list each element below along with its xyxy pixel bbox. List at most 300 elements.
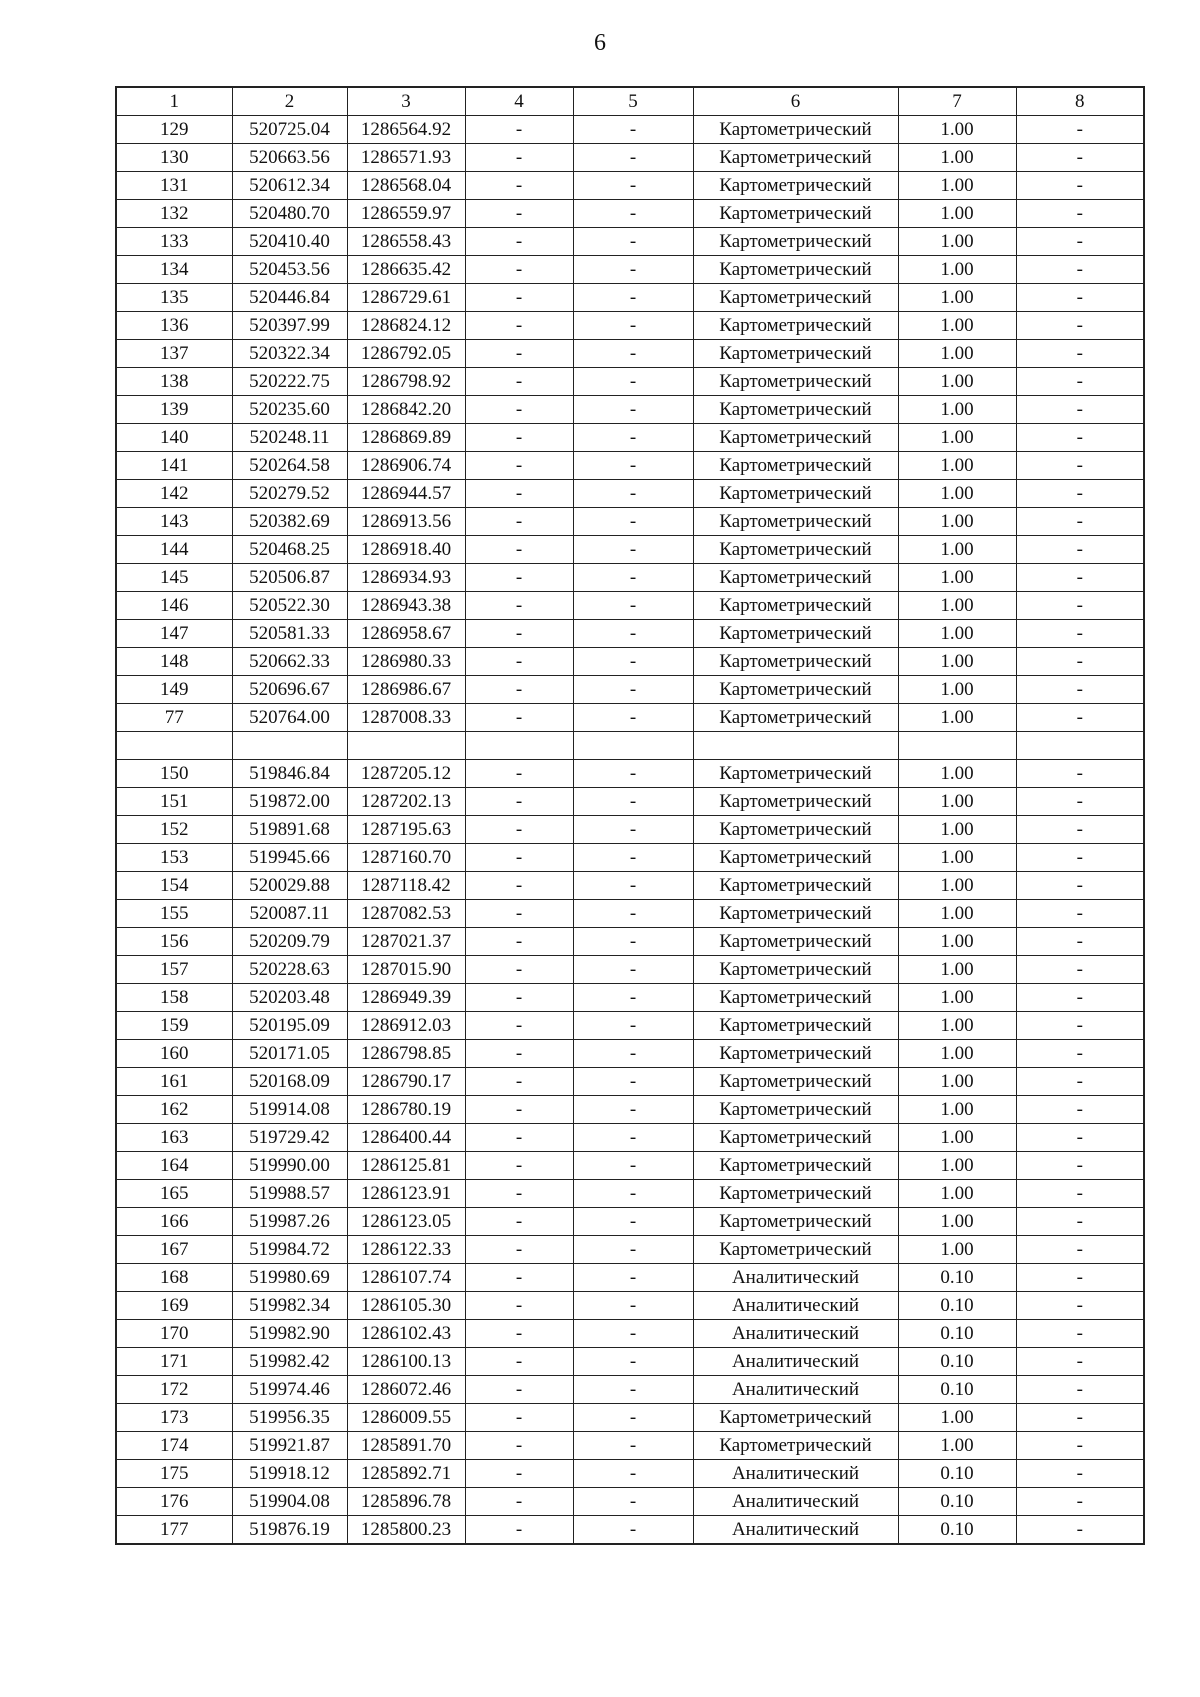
cell-col-5: - — [573, 172, 693, 200]
cell-coord-y: 1286559.97 — [347, 200, 465, 228]
cell-col-8: - — [1016, 900, 1144, 928]
cell-coord-x: 519990.00 — [232, 1152, 347, 1180]
cell-coord-y: 1286913.56 — [347, 508, 465, 536]
cell-col-8: - — [1016, 452, 1144, 480]
cell-coord-y: 1287195.63 — [347, 816, 465, 844]
cell-accuracy: 1.00 — [898, 1180, 1016, 1208]
cell-col-4: - — [465, 564, 573, 592]
table-row — [116, 788, 1144, 816]
cell-coord-y: 1286780.19 — [347, 1096, 465, 1124]
cell-point-number: 145 — [116, 564, 232, 592]
cell-coord-y: 1286958.67 — [347, 620, 465, 648]
cell-point-number: 160 — [116, 1040, 232, 1068]
cell-coord-x: 519980.69 — [232, 1264, 347, 1292]
cell-coord-y: 1286123.91 — [347, 1180, 465, 1208]
cell-col-4: - — [465, 1208, 573, 1236]
cell-col-4: - — [465, 200, 573, 228]
cell-accuracy: 1.00 — [898, 564, 1016, 592]
cell-point-number: 140 — [116, 424, 232, 452]
cell-method: Картометрический — [693, 340, 898, 368]
table-row — [116, 368, 1144, 396]
cell-col-4: - — [465, 1376, 573, 1404]
cell-method: Картометрический — [693, 144, 898, 172]
cell-coord-x: 519872.00 — [232, 788, 347, 816]
cell-col-4: - — [465, 1180, 573, 1208]
cell-coord-x: 520506.87 — [232, 564, 347, 592]
cell-coord-x: 520764.00 — [232, 704, 347, 732]
cell-col-4: - — [465, 760, 573, 788]
cell-method: Картометрический — [693, 200, 898, 228]
cell-coord-x: 520264.58 — [232, 452, 347, 480]
cell-col-8: - — [1016, 844, 1144, 872]
cell-point-number: 170 — [116, 1320, 232, 1348]
cell-point-number: 143 — [116, 508, 232, 536]
cell-method: Картометрический — [693, 816, 898, 844]
table-row — [116, 480, 1144, 508]
cell-coord-x: 520410.40 — [232, 228, 347, 256]
cell-point-number: 132 — [116, 200, 232, 228]
cell-point-number: 154 — [116, 872, 232, 900]
cell-point-number: 153 — [116, 844, 232, 872]
cell-col-8: - — [1016, 1516, 1144, 1545]
cell-col-4: - — [465, 396, 573, 424]
cell-point-number: 164 — [116, 1152, 232, 1180]
cell-accuracy: 1.00 — [898, 452, 1016, 480]
cell-accuracy: 1.00 — [898, 340, 1016, 368]
cell-point-number: 147 — [116, 620, 232, 648]
cell-col-4: - — [465, 1460, 573, 1488]
cell-point-number: 77 — [116, 704, 232, 732]
table-row-separator — [116, 732, 1144, 760]
cell-col-5: - — [573, 676, 693, 704]
cell-col-4: - — [465, 1040, 573, 1068]
coordinates-table — [115, 86, 1145, 1545]
cell-coord-x: 520087.11 — [232, 900, 347, 928]
cell-point-number: 137 — [116, 340, 232, 368]
cell-col-4: - — [465, 1012, 573, 1040]
cell-col-5: - — [573, 200, 693, 228]
cell-col-5: - — [573, 340, 693, 368]
cell-coord-y: 1286798.85 — [347, 1040, 465, 1068]
cell-col-5 — [573, 732, 693, 760]
cell-accuracy: 1.00 — [898, 312, 1016, 340]
cell-accuracy: 1.00 — [898, 928, 1016, 956]
cell-coord-y: 1285800.23 — [347, 1516, 465, 1545]
cell-accuracy: 1.00 — [898, 648, 1016, 676]
cell-coord-x: 519918.12 — [232, 1460, 347, 1488]
table-row — [116, 564, 1144, 592]
cell-col-5: - — [573, 1516, 693, 1545]
cell-col-5: - — [573, 284, 693, 312]
table-row — [116, 872, 1144, 900]
cell-col-4: - — [465, 676, 573, 704]
cell-method: Картометрический — [693, 1040, 898, 1068]
cell-method: Аналитический — [693, 1348, 898, 1376]
cell-point-number: 159 — [116, 1012, 232, 1040]
cell-method: Картометрический — [693, 1152, 898, 1180]
column-header: 7 — [898, 87, 1016, 116]
cell-accuracy: 1.00 — [898, 1040, 1016, 1068]
cell-coord-x: 519982.42 — [232, 1348, 347, 1376]
cell-coord-y: 1286558.43 — [347, 228, 465, 256]
cell-coord-y: 1286571.93 — [347, 144, 465, 172]
cell-coord-x: 519876.19 — [232, 1516, 347, 1545]
table-row — [116, 424, 1144, 452]
cell-coord-y: 1286798.92 — [347, 368, 465, 396]
cell-col-4: - — [465, 284, 573, 312]
cell-coord-y: 1286107.74 — [347, 1264, 465, 1292]
cell-coord-y: 1286986.67 — [347, 676, 465, 704]
cell-col-4: - — [465, 1488, 573, 1516]
cell-col-8: - — [1016, 1124, 1144, 1152]
cell-col-8: - — [1016, 312, 1144, 340]
cell-point-number: 144 — [116, 536, 232, 564]
cell-col-8: - — [1016, 1040, 1144, 1068]
cell-coord-y: 1286729.61 — [347, 284, 465, 312]
cell-method: Картометрический — [693, 312, 898, 340]
cell-method: Картометрический — [693, 508, 898, 536]
cell-col-5: - — [573, 1152, 693, 1180]
cell-point-number: 155 — [116, 900, 232, 928]
cell-col-8: - — [1016, 256, 1144, 284]
cell-col-8: - — [1016, 872, 1144, 900]
cell-coord-x: 519987.26 — [232, 1208, 347, 1236]
cell-col-8: - — [1016, 1404, 1144, 1432]
column-header: 1 — [116, 87, 232, 116]
cell-accuracy: 1.00 — [898, 788, 1016, 816]
cell-method: Картометрический — [693, 956, 898, 984]
table-row — [116, 1012, 1144, 1040]
table-row — [116, 1488, 1144, 1516]
cell-col-4: - — [465, 1068, 573, 1096]
cell-method: Картометрический — [693, 396, 898, 424]
cell-accuracy: 1.00 — [898, 284, 1016, 312]
table-row — [116, 648, 1144, 676]
cell-point-number: 177 — [116, 1516, 232, 1545]
table-row — [116, 760, 1144, 788]
table-row — [116, 1292, 1144, 1320]
cell-coord-y: 1286934.93 — [347, 564, 465, 592]
cell-col-5: - — [573, 536, 693, 564]
cell-coord-x: 520612.34 — [232, 172, 347, 200]
table-row — [116, 1096, 1144, 1124]
cell-col-8: - — [1016, 1460, 1144, 1488]
cell-accuracy: 1.00 — [898, 172, 1016, 200]
table-row — [116, 592, 1144, 620]
cell-accuracy: 1.00 — [898, 1152, 1016, 1180]
cell-accuracy: 1.00 — [898, 872, 1016, 900]
cell-accuracy: 1.00 — [898, 844, 1016, 872]
cell-accuracy: 1.00 — [898, 900, 1016, 928]
cell-col-5: - — [573, 1208, 693, 1236]
cell-col-4: - — [465, 424, 573, 452]
cell-point-number: 156 — [116, 928, 232, 956]
cell-accuracy: 1.00 — [898, 1236, 1016, 1264]
cell-col-5: - — [573, 396, 693, 424]
cell-col-5: - — [573, 452, 693, 480]
column-header: 5 — [573, 87, 693, 116]
cell-coord-x: 519904.08 — [232, 1488, 347, 1516]
cell-point-number: 173 — [116, 1404, 232, 1432]
cell-col-4: - — [465, 116, 573, 144]
cell-coord-y: 1286943.38 — [347, 592, 465, 620]
table-row — [116, 676, 1144, 704]
cell-point-number: 138 — [116, 368, 232, 396]
cell-accuracy: 0.10 — [898, 1264, 1016, 1292]
cell-accuracy: 1.00 — [898, 984, 1016, 1012]
cell-col-5: - — [573, 1012, 693, 1040]
cell-coord-y: 1286105.30 — [347, 1292, 465, 1320]
table-row — [116, 340, 1144, 368]
cell-method: Картометрический — [693, 1236, 898, 1264]
cell-method: Картометрический — [693, 704, 898, 732]
table-row — [116, 144, 1144, 172]
table-row — [116, 536, 1144, 564]
cell-coord-x: 520725.04 — [232, 116, 347, 144]
cell-col-8: - — [1016, 648, 1144, 676]
cell-coord-x: 520029.88 — [232, 872, 347, 900]
cell-accuracy: 1.00 — [898, 676, 1016, 704]
cell-coord-x: 520203.48 — [232, 984, 347, 1012]
cell-method: Аналитический — [693, 1460, 898, 1488]
table-row — [116, 984, 1144, 1012]
column-header: 2 — [232, 87, 347, 116]
cell-col-5: - — [573, 1236, 693, 1264]
cell-point-number: 168 — [116, 1264, 232, 1292]
cell-col-4: - — [465, 788, 573, 816]
cell-col-8: - — [1016, 704, 1144, 732]
cell-coord-y: 1287160.70 — [347, 844, 465, 872]
cell-accuracy: 1.00 — [898, 536, 1016, 564]
cell-point-number: 151 — [116, 788, 232, 816]
cell-method: Картометрический — [693, 1012, 898, 1040]
cell-point-number: 149 — [116, 676, 232, 704]
cell-coord-x: 520382.69 — [232, 508, 347, 536]
cell-coord-x: 520279.52 — [232, 480, 347, 508]
cell-point-number: 165 — [116, 1180, 232, 1208]
cell-col-5: - — [573, 788, 693, 816]
cell-accuracy: 1.00 — [898, 816, 1016, 844]
cell-accuracy: 0.10 — [898, 1320, 1016, 1348]
table-row — [116, 1348, 1144, 1376]
cell-coord-y: 1287205.12 — [347, 760, 465, 788]
cell-col-8: - — [1016, 984, 1144, 1012]
cell-point-number: 139 — [116, 396, 232, 424]
cell-method: Картометрический — [693, 900, 898, 928]
cell-coord-y: 1286125.81 — [347, 1152, 465, 1180]
cell-point-number: 161 — [116, 1068, 232, 1096]
cell-col-8: - — [1016, 172, 1144, 200]
cell-coord-x: 520195.09 — [232, 1012, 347, 1040]
cell-method: Картометрический — [693, 592, 898, 620]
cell-col-4: - — [465, 312, 573, 340]
cell-col-5: - — [573, 508, 693, 536]
cell-col-4: - — [465, 1236, 573, 1264]
cell-coord-x: 520522.30 — [232, 592, 347, 620]
cell-col-5: - — [573, 1264, 693, 1292]
cell-col-4: - — [465, 1124, 573, 1152]
cell-accuracy: 0.10 — [898, 1460, 1016, 1488]
cell-method: Картометрический — [693, 760, 898, 788]
table-row — [116, 116, 1144, 144]
cell-method: Картометрический — [693, 1432, 898, 1460]
cell-method: Аналитический — [693, 1488, 898, 1516]
cell-col-8: - — [1016, 284, 1144, 312]
table-row — [116, 1208, 1144, 1236]
cell-col-8: - — [1016, 564, 1144, 592]
cell-coord-y: 1286824.12 — [347, 312, 465, 340]
column-header: 6 — [693, 87, 898, 116]
cell-method: Картометрический — [693, 116, 898, 144]
cell-point-number: 142 — [116, 480, 232, 508]
column-header: 4 — [465, 87, 573, 116]
cell-point-number: 134 — [116, 256, 232, 284]
cell-method: Аналитический — [693, 1320, 898, 1348]
cell-method: Картометрический — [693, 1124, 898, 1152]
cell-coord-y: 1286122.33 — [347, 1236, 465, 1264]
table-row — [116, 928, 1144, 956]
cell-method: Картометрический — [693, 256, 898, 284]
cell-col-5: - — [573, 424, 693, 452]
column-header: 8 — [1016, 87, 1144, 116]
cell-col-5: - — [573, 620, 693, 648]
cell-coord-x: 519974.46 — [232, 1376, 347, 1404]
cell-col-8: - — [1016, 1236, 1144, 1264]
cell-col-5: - — [573, 1068, 693, 1096]
table-row — [116, 228, 1144, 256]
cell-col-4: - — [465, 1404, 573, 1432]
cell-coord-y: 1287008.33 — [347, 704, 465, 732]
cell-method: Аналитический — [693, 1516, 898, 1545]
cell-method: Картометрический — [693, 1180, 898, 1208]
cell-col-4: - — [465, 844, 573, 872]
cell-coord-x: 520468.25 — [232, 536, 347, 564]
cell-point-number: 157 — [116, 956, 232, 984]
cell-col-5: - — [573, 592, 693, 620]
cell-col-5: - — [573, 984, 693, 1012]
cell-col-8: - — [1016, 1264, 1144, 1292]
cell-col-4: - — [465, 480, 573, 508]
cell-accuracy: 1.00 — [898, 508, 1016, 536]
table-row — [116, 1236, 1144, 1264]
cell-col-5: - — [573, 1348, 693, 1376]
cell-col-8: - — [1016, 1152, 1144, 1180]
cell-method: Картометрический — [693, 536, 898, 564]
cell-accuracy: 1.00 — [898, 480, 1016, 508]
cell-col-5: - — [573, 760, 693, 788]
table-row — [116, 172, 1144, 200]
cell-col-4: - — [465, 1264, 573, 1292]
cell-accuracy: 1.00 — [898, 760, 1016, 788]
page-number: 6 — [594, 30, 606, 56]
cell-coord-y: 1286568.04 — [347, 172, 465, 200]
cell-point-number: 148 — [116, 648, 232, 676]
cell-coord-x: 519729.42 — [232, 1124, 347, 1152]
cell-point-number: 131 — [116, 172, 232, 200]
cell-coord-x: 520222.75 — [232, 368, 347, 396]
cell-coord-x: 520171.05 — [232, 1040, 347, 1068]
cell-coord-x: 520235.60 — [232, 396, 347, 424]
cell-col-8: - — [1016, 536, 1144, 564]
cell-method: Аналитический — [693, 1264, 898, 1292]
cell-accuracy: 1.00 — [898, 1096, 1016, 1124]
cell-accuracy: 1.00 — [898, 704, 1016, 732]
cell-coord-y: 1285896.78 — [347, 1488, 465, 1516]
cell-coord-y: 1286009.55 — [347, 1404, 465, 1432]
table-row — [116, 816, 1144, 844]
cell-col-4: - — [465, 452, 573, 480]
cell-point-number: 152 — [116, 816, 232, 844]
cell-col-5: - — [573, 1432, 693, 1460]
cell-col-4: - — [465, 928, 573, 956]
cell-col-5: - — [573, 1320, 693, 1348]
cell-accuracy: 1.00 — [898, 956, 1016, 984]
cell-col-4: - — [465, 956, 573, 984]
cell-col-4: - — [465, 592, 573, 620]
cell-accuracy: 1.00 — [898, 116, 1016, 144]
cell-col-8: - — [1016, 1096, 1144, 1124]
cell-col-5: - — [573, 872, 693, 900]
cell-col-8: - — [1016, 1068, 1144, 1096]
cell-coord-x: 519846.84 — [232, 760, 347, 788]
cell-coord-y: 1286906.74 — [347, 452, 465, 480]
cell-point-number: 158 — [116, 984, 232, 1012]
cell-method: Картометрический — [693, 648, 898, 676]
cell-coord-y: 1287021.37 — [347, 928, 465, 956]
cell-col-5: - — [573, 1404, 693, 1432]
cell-col-8: - — [1016, 144, 1144, 172]
cell-col-5: - — [573, 368, 693, 396]
cell-col-4: - — [465, 256, 573, 284]
cell-col-4: - — [465, 1432, 573, 1460]
table-row — [116, 256, 1144, 284]
cell-col-8: - — [1016, 788, 1144, 816]
cell-col-5: - — [573, 816, 693, 844]
cell-point-number: 166 — [116, 1208, 232, 1236]
cell-coord-x: 520581.33 — [232, 620, 347, 648]
cell-accuracy: 0.10 — [898, 1488, 1016, 1516]
table-row — [116, 956, 1144, 984]
cell-col-4: - — [465, 648, 573, 676]
cell-col-4: - — [465, 1292, 573, 1320]
cell-col-5: - — [573, 144, 693, 172]
table-row — [116, 1404, 1144, 1432]
cell-col-4: - — [465, 340, 573, 368]
cell-accuracy: 1.00 — [898, 368, 1016, 396]
cell-col-4: - — [465, 620, 573, 648]
cell-col-5: - — [573, 1488, 693, 1516]
cell-point-number: 163 — [116, 1124, 232, 1152]
cell-method: Картометрический — [693, 228, 898, 256]
cell-col-5: - — [573, 648, 693, 676]
cell-accuracy: 1.00 — [898, 228, 1016, 256]
cell-col-5: - — [573, 116, 693, 144]
table-row — [116, 508, 1144, 536]
cell-col-8: - — [1016, 816, 1144, 844]
cell-col-4: - — [465, 900, 573, 928]
cell-coord-x: 520209.79 — [232, 928, 347, 956]
cell-col-5: - — [573, 564, 693, 592]
table-row — [116, 452, 1144, 480]
cell-col-8: - — [1016, 368, 1144, 396]
cell-coord-x: 519945.66 — [232, 844, 347, 872]
cell-col-5: - — [573, 928, 693, 956]
cell-coord-x: 519891.68 — [232, 816, 347, 844]
table-row — [116, 1516, 1144, 1545]
table-row — [116, 1040, 1144, 1068]
cell-method: Картометрический — [693, 984, 898, 1012]
cell-coord-y: 1286100.13 — [347, 1348, 465, 1376]
